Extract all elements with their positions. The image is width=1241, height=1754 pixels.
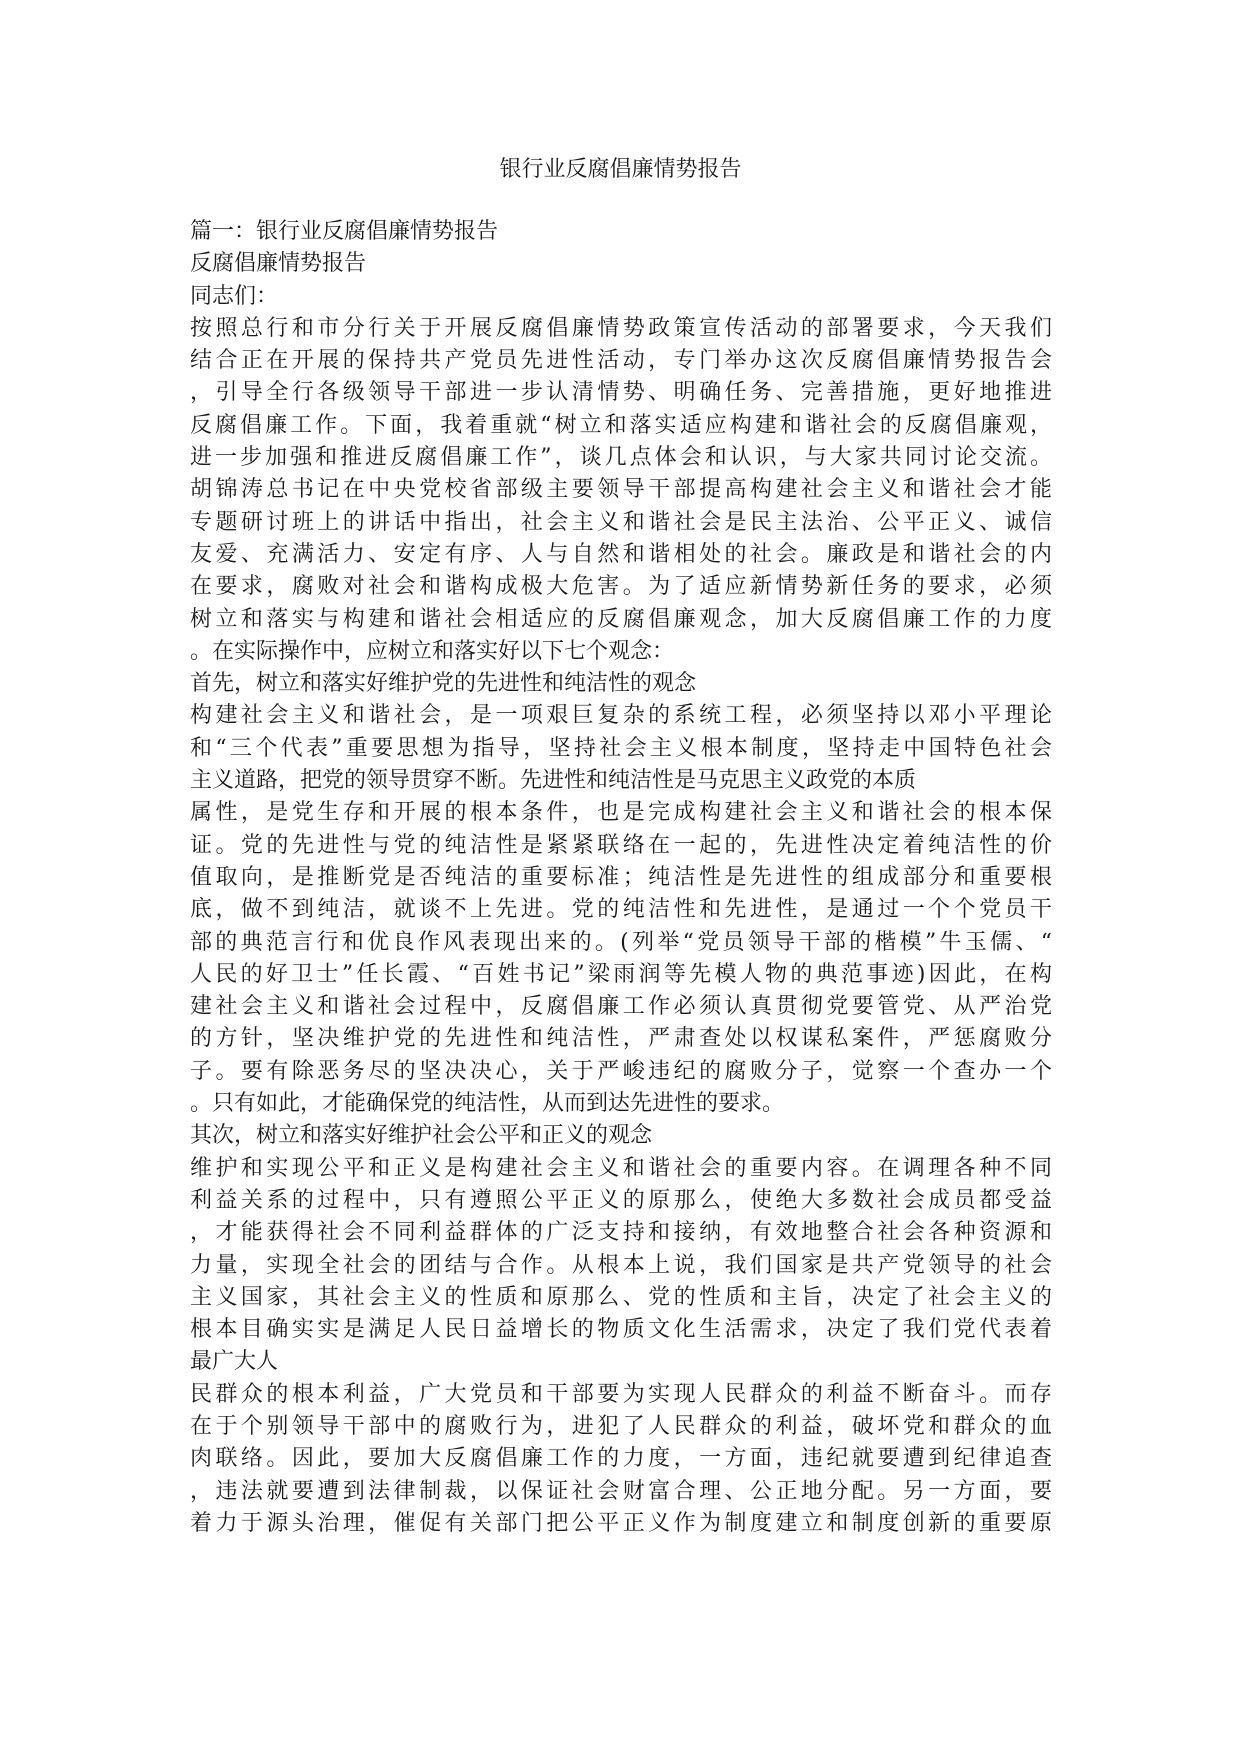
text-line: 结合正在开展的保持共产党员先进性活动，专门举办这次反腐倡廉情势报告会 [190, 348, 1052, 374]
text-line: 部的典范言行和优良作风表现出来的。(列举“党员领导干部的楷模”牛玉儒、“ [190, 929, 1052, 955]
text-line: 民群众的根本利益，广大党员和干部要为实现人民群众的利益不断奋斗。而存 [190, 1381, 1052, 1407]
text-line: 进一步加强和推进反腐倡廉工作”，谈几点体会和认识，与大家共同讨论交流。 [190, 445, 1052, 471]
text-line: 肉联络。因此，要加大反腐倡廉工作的力度，一方面，违纪就要遭到纪律追查 [190, 1446, 1052, 1472]
text-line: 树立和落实与构建和谐社会相适应的反腐倡廉观念，加大反腐倡廉工作的力度 [190, 606, 1052, 632]
text-line: 底，做不到纯洁，就谈不上先进。党的纯洁性和先进性，是通过一个个党员干 [190, 897, 1052, 923]
text-line: 人民的好卫士”任长霞、“百姓书记”梁雨润等先模人物的典范事迹)因此，在构 [190, 961, 1052, 987]
text-line: 主义道路，把党的领导贯穿不断。先进性和纯洁性是马克思主义政党的本质 [190, 768, 917, 794]
text-line: 反腐倡廉情势报告 [190, 251, 367, 277]
text-line: 主义国家，其社会主义的性质和原那么、党的性质和主旨，决定了社会主义的 [190, 1284, 1052, 1310]
text-line: ，才能获得社会不同利益群体的广泛支持和接纳，有效地整合社会各种资源和 [190, 1220, 1052, 1246]
document-body [190, 216, 1052, 1540]
text-line: 值取向，是推断党是否纯洁的重要标准；纯洁性是先进性的组成部分和重要根 [190, 864, 1052, 890]
text-line: 最广大人 [190, 1349, 279, 1375]
text-line: 建社会主义和谐社会过程中，反腐倡廉工作必须认真贯彻党要管党、从严治党 [190, 994, 1052, 1020]
text-line: 其次，树立和落实好维护社会公平和正义的观念 [190, 1123, 653, 1149]
text-line: 证。党的先进性与党的纯洁性是紧紧联络在一起的，先进性决定着纯洁性的价 [190, 832, 1052, 858]
text-line: 。只有如此，才能确保党的纯洁性，从而到达先进性的要求。 [190, 1091, 785, 1117]
text-line: 构建社会主义和谐社会，是一项艰巨复杂的系统工程，必须坚持以邓小平理论 [190, 703, 1052, 729]
text-line: 维护和实现公平和正义是构建社会主义和谐社会的重要内容。在调理各种不同 [190, 1155, 1052, 1181]
text-line: 利益关系的过程中，只有遵照公平正义的原那么，使绝大多数社会成员都受益 [190, 1187, 1052, 1213]
text-line: 。在实际操作中，应树立和落实好以下七个观念： [190, 638, 675, 664]
text-line: 属性，是党生存和开展的根本条件，也是完成构建社会主义和谐社会的根本保 [190, 800, 1052, 826]
text-line: 和“三个代表”重要思想为指导，坚持社会主义根本制度，坚持走中国特色社会 [190, 735, 1052, 761]
text-line: 反腐倡廉工作。下面，我着重就“树立和落实适应构建和谐社会的反腐倡廉观， [190, 412, 1052, 438]
text-line: 友爱、充满活力、安定有序、人与自然和谐相处的社会。廉政是和谐社会的内 [190, 541, 1052, 567]
text-line: 胡锦涛总书记在中央党校省部级主要领导干部提高构建社会主义和谐社会才能 [190, 477, 1052, 503]
text-line: 同志们： [190, 283, 279, 309]
text-line: 篇一：银行业反腐倡廉情势报告 [190, 219, 499, 244]
text-line: 首先，树立和落实好维护党的先进性和纯洁性的观念 [190, 671, 697, 697]
text-line: ，引导全行各级领导干部进一步认清情势、明确任务、完善措施，更好地推进 [190, 380, 1052, 406]
text-line: 力量，实现全社会的团结与合作。从根本上说，我们国家是共产党领导的社会 [190, 1252, 1052, 1278]
text-line: 按照总行和市分行关于开展反腐倡廉情势政策宣传活动的部署要求，今天我们 [190, 315, 1052, 341]
text-line: 根本目确实实是满足人民日益增长的物质文化生活需求，决定了我们党代表着 [190, 1317, 1052, 1343]
document-title: 银行业反腐倡廉情势报告 [499, 157, 742, 182]
text-line: 在于个别领导干部中的腐败行为，进犯了人民群众的利益，破坏党和群众的血 [190, 1413, 1052, 1439]
text-line: 专题研讨班上的讲话中指出，社会主义和谐社会是民主法治、公平正义、诚信 [190, 509, 1052, 535]
text-line: ，违法就要遭到法律制裁，以保证社会财富合理、公正地分配。另一方面，要 [190, 1478, 1052, 1504]
text-line: 子。要有除恶务尽的坚决决心，关于严峻违纪的腐败分子，觉察一个查办一个 [190, 1058, 1052, 1084]
text-line: 着力于源头治理，催促有关部门把公平正义作为制度建立和制度创新的重要原 [190, 1510, 1052, 1536]
text-line: 的方针，坚决维护党的先进性和纯洁性，严肃查处以权谋私案件，严惩腐败分 [190, 1026, 1052, 1052]
text-line: 在要求，腐败对社会和谐构成极大危害。为了适应新情势新任务的要求，必须 [190, 574, 1052, 600]
